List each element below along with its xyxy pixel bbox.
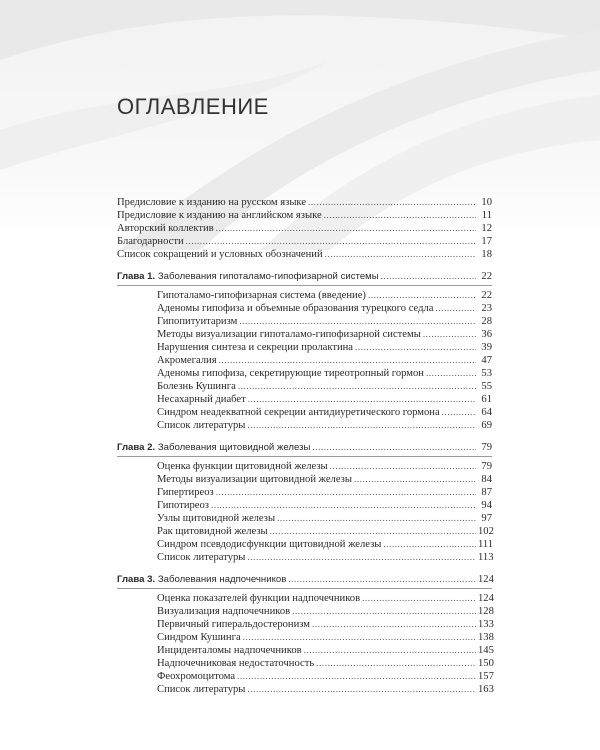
toc-entry[interactable] xyxy=(117,406,492,419)
entry-label: Благодарности xyxy=(117,236,184,247)
toc-entry[interactable] xyxy=(117,551,492,564)
toc-entry[interactable] xyxy=(117,380,492,393)
entry-page: 22 xyxy=(481,290,492,301)
toc-entry[interactable] xyxy=(117,631,492,644)
entry-label: Феохромоцитома xyxy=(157,671,236,682)
chapter-heading[interactable] xyxy=(117,270,492,283)
entry-label: Инциденталомы надпочечников xyxy=(157,645,302,656)
entry-page: 97 xyxy=(481,513,492,524)
chapter-divider xyxy=(117,456,492,457)
toc-entry[interactable] xyxy=(117,235,492,248)
toc-entry[interactable] xyxy=(117,393,492,406)
entry-label: Первичный гиперальдостеронизм xyxy=(157,619,311,630)
chapter-number: Глава 3. xyxy=(117,574,156,585)
toc-entry[interactable] xyxy=(117,512,492,525)
entry-label: Гипопитуитаризм xyxy=(157,316,238,327)
toc-entry[interactable] xyxy=(117,670,492,683)
entry-label: Несахарный диабет xyxy=(157,394,246,405)
entry-page: 18 xyxy=(481,249,492,260)
front-matter-group xyxy=(117,196,492,261)
toc-entry[interactable] xyxy=(117,289,492,302)
entry-label: Список сокращений и условных обозначений xyxy=(117,249,323,260)
entry-label: Синдром неадекватной секреции антидиуретического гормона xyxy=(157,407,440,418)
entry-label: Нарушения синтеза и секреции пролактина xyxy=(157,342,354,353)
entry-label: Синдром Кушинга xyxy=(157,632,241,643)
entry-label: Список литературы xyxy=(157,420,246,431)
toc-entry[interactable] xyxy=(117,592,492,605)
toc-entry[interactable] xyxy=(117,341,492,354)
toc-entry[interactable] xyxy=(117,499,492,512)
entry-page: 128 xyxy=(478,606,494,617)
toc-entry[interactable] xyxy=(117,367,492,380)
entry-page: 11 xyxy=(481,210,492,221)
table-of-contents xyxy=(117,196,492,696)
toc-entry[interactable] xyxy=(117,328,492,341)
entry-label: Авторский коллектив xyxy=(117,223,214,234)
chapter-divider xyxy=(117,588,492,589)
entry-label: Гипотиреоз xyxy=(157,500,209,511)
entry-page: 22 xyxy=(481,271,492,282)
entry-label: Аденомы гипофиза, секретирующие тиреотропный гормон xyxy=(157,368,424,379)
toc-entry[interactable] xyxy=(117,644,492,657)
toc-entry[interactable] xyxy=(117,460,492,473)
entry-label: Предисловие к изданию на русском языке xyxy=(117,197,307,208)
toc-entry[interactable] xyxy=(117,302,492,315)
entry-label: Рак щитовидной железы xyxy=(157,526,268,537)
entry-page: 87 xyxy=(481,487,492,498)
toc-entry[interactable] xyxy=(117,248,492,261)
entry-page: 61 xyxy=(481,394,492,405)
toc-entry[interactable] xyxy=(117,196,492,209)
chapter-title: Заболевания щитовидной железы xyxy=(157,442,311,453)
page-title: ОГЛАВЛЕНИЕ xyxy=(117,94,269,119)
entry-label: Визуализация надпочечников xyxy=(157,606,291,617)
chapter-title: Заболевания гипоталамо-гипофизарной системы xyxy=(157,271,379,282)
entry-page: 163 xyxy=(478,684,494,695)
entry-label: Предисловие к изданию на английском языке xyxy=(117,210,322,221)
entry-label: Надпочечниковая недостаточность xyxy=(157,658,315,669)
chapter-3-group xyxy=(117,573,492,696)
entry-page: 53 xyxy=(481,368,492,379)
entry-page: 84 xyxy=(481,474,492,485)
entry-page: 124 xyxy=(478,574,494,585)
chapter-2-group xyxy=(117,441,492,564)
toc-entry[interactable] xyxy=(117,683,492,696)
entry-page: 39 xyxy=(481,342,492,353)
toc-entry[interactable] xyxy=(117,657,492,670)
toc-entry[interactable] xyxy=(117,209,492,222)
toc-entry[interactable] xyxy=(117,618,492,631)
entry-page: 111 xyxy=(478,539,494,550)
entry-label: Список литературы xyxy=(157,552,246,563)
chapter-1-group xyxy=(117,270,492,432)
entry-page: 36 xyxy=(481,329,492,340)
entry-page: 79 xyxy=(481,461,492,472)
chapter-number: Глава 1. xyxy=(117,271,156,282)
toc-entry[interactable] xyxy=(117,222,492,235)
chapter-divider xyxy=(117,285,492,286)
chapter-number: Глава 2. xyxy=(117,442,156,453)
entry-label: Методы визуализации гипоталамо-гипофизарной системы xyxy=(157,329,421,340)
entry-label: Оценка функции щитовидной железы xyxy=(157,461,328,472)
entry-label: Узлы щитовидной железы xyxy=(157,513,276,524)
entry-page: 113 xyxy=(478,552,494,563)
entry-page: 150 xyxy=(478,658,494,669)
entry-page: 55 xyxy=(481,381,492,392)
entry-label: Болезнь Кушинга xyxy=(157,381,236,392)
entry-page: 102 xyxy=(478,526,494,537)
entry-page: 23 xyxy=(481,303,492,314)
entry-page: 145 xyxy=(478,645,494,656)
entry-page: 79 xyxy=(481,442,492,453)
toc-entry[interactable] xyxy=(117,473,492,486)
chapter-title: Заболевания надпочечников xyxy=(157,574,287,585)
entry-page: 138 xyxy=(478,632,494,643)
chapter-heading[interactable] xyxy=(117,573,492,586)
entry-page: 47 xyxy=(481,355,492,366)
entry-label: Список литературы xyxy=(157,684,246,695)
chapter-heading[interactable] xyxy=(117,441,492,454)
entry-page: 157 xyxy=(478,671,494,682)
entry-label: Методы визуализации щитовидной железы xyxy=(157,474,352,485)
entry-page: 69 xyxy=(481,420,492,431)
toc-entry[interactable] xyxy=(117,354,492,367)
entry-page: 133 xyxy=(478,619,494,630)
entry-page: 124 xyxy=(478,593,494,604)
entry-page: 94 xyxy=(481,500,492,511)
entry-page: 17 xyxy=(481,236,492,247)
toc-entry[interactable] xyxy=(117,538,492,551)
entry-page: 10 xyxy=(481,197,492,208)
entry-page: 64 xyxy=(481,407,492,418)
entry-page: 28 xyxy=(481,316,492,327)
entry-label: Гипертиреоз xyxy=(157,487,214,498)
entry-label: Синдром псевдодисфункции щитовидной железы xyxy=(157,539,382,550)
toc-entry[interactable] xyxy=(117,486,492,499)
entry-page: 12 xyxy=(481,223,492,234)
toc-entry[interactable] xyxy=(117,315,492,328)
entry-label: Аденомы гипофиза и объемные образования турецкого седла xyxy=(157,303,434,314)
entry-label: Акромегалия xyxy=(157,355,217,366)
toc-entry[interactable] xyxy=(117,419,492,432)
entry-label: Оценка показателей функции надпочечников xyxy=(157,593,361,604)
toc-entry[interactable] xyxy=(117,525,492,538)
entry-label: Гипоталамо-гипофизарная система (введение) xyxy=(157,290,366,301)
toc-entry[interactable] xyxy=(117,605,492,618)
